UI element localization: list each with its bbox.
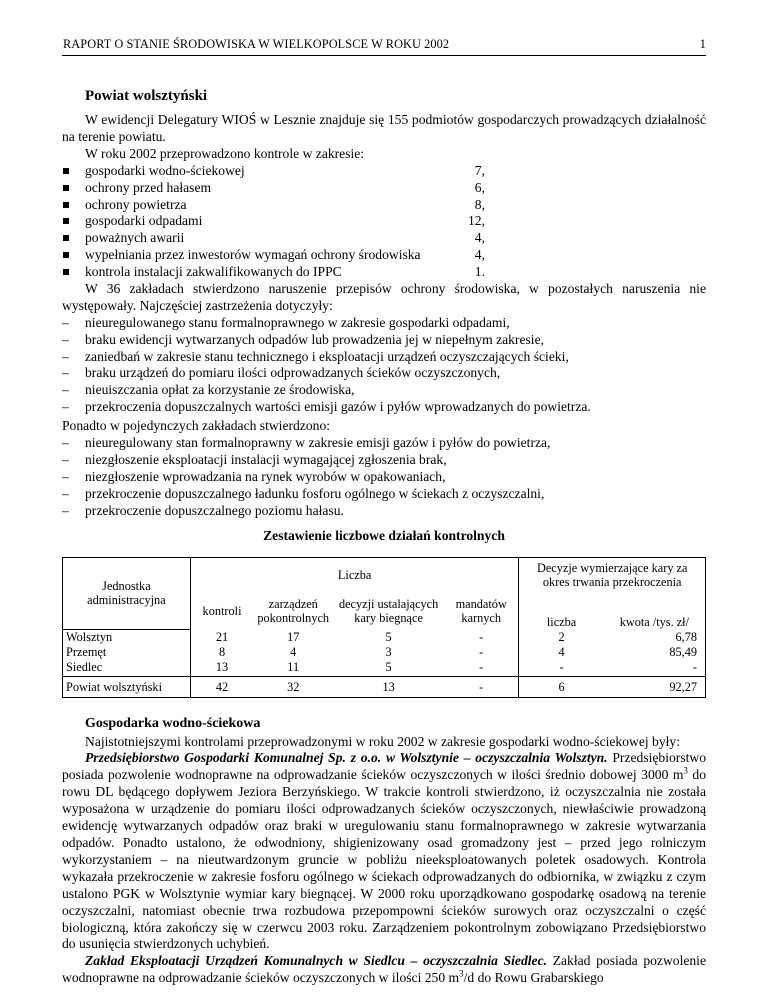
list-item: – niezgłoszenie eksploatacji instalacji wymagającej zgłoszenia brak, (62, 452, 706, 469)
list-item: – nieuregulowanego stanu formalnoprawnego w zakresie gospodarki odpadami, (62, 315, 706, 332)
header-zarzadzen: zarządzeń pokontrolnych (257, 596, 330, 625)
table-row: Przemęt 8 4 3 - 4 85,49 (63, 644, 706, 659)
water-section-title: Gospodarka wodno-ściekowa (85, 715, 261, 731)
header-decyzje: Decyzje wymierzające kary za okres trwania przekroczenia (519, 557, 706, 592)
single-list (62, 435, 706, 520)
list-item: wypełniania przez inwestorów wymagań ochrony środowiska 4, (62, 247, 706, 264)
list-item: – przekroczenie dopuszczalnego ładunku fosforu ogólnego w ściekach z oczyszczalni, (62, 486, 706, 503)
list-item: – przekroczenia dopuszczalnych wartości emisji gazów i pyłów wprowadzanych do powietrza. (62, 399, 706, 416)
report-title: RAPORT O STANIE ŚRODOWISKA W WIELKOPOLSCE W ROKU 2002 (63, 37, 450, 51)
page-content (62, 88, 706, 987)
list-item: ochrony przed hałasem 6, (62, 180, 706, 197)
single-intro: Ponadto w pojedynczych zakładach stwierdzono: (62, 418, 331, 434)
table-caption: Zestawienie liczbowe działań kontrolnych (263, 527, 505, 543)
list-item: kontrola instalacji zakwalifikowanych do IPPC 1. (62, 264, 706, 281)
page-header (63, 37, 706, 52)
list-item: poważnych awarii 4, (62, 230, 706, 247)
list-item: – niezgłoszenie wprowadzania na rynek wyrobów w opakowaniach, (62, 469, 706, 486)
header-unit: Jednostka administracyjna (63, 557, 191, 629)
list-item: gospodarki wodno-ściekowej 7, (62, 163, 706, 180)
list-item: ochrony powietrza 8, (62, 197, 706, 214)
header-kwota: kwota /tys. zł/ (604, 592, 706, 629)
controls-list (62, 163, 706, 281)
violations-list (62, 315, 706, 416)
header-rule (62, 55, 706, 56)
page-number: 1 (699, 37, 706, 51)
table-row: Wolsztyn 21 17 5 - 2 6,78 (63, 629, 706, 644)
list-item: – zaniedbań w zakresie stanu technicznego i eksploatacji urządzeń oczyszczających ścieki, (62, 349, 706, 366)
list-item: gospodarki odpadami 12, (62, 213, 706, 230)
water-intro: Najistotniejszymi kontrolami przeprowadzonymi w roku 2002 w zakresie gospodarki wodno-ściekowej były: (85, 733, 680, 749)
water-paragraph-1: Przedsiębiorstwo Gospodarki Komunalnej Sp. z o.o. w Wolsztynie – oczyszczalnia Wolsztyn. Przedsiębiorstwo posiada pozwolenie wodnoprawne na odprowadzanie ścieków oczyszczonych w ilości średnio dobowej 3000 $m^3$ do rowu DL będącego dopływem Jeziora Berzyńskiego. W trakcie kontroli stwierdzono, iż oczyszczalnia nie została wyposażona w urządzenie do pomiaru ilości odprowadzanych ścieków oczyszczonych, niewłaściwie prowadzoną ewidencję wytwarzanych odpadów oraz braki w uregulowaniu stanu formalnoprawnego w zakresie wytwarzania odpadów. Ponadto ustalono, że odwodniony, shigienizowany osad gromadzony jest – przed jego rolniczym wykorzystaniem – na nieutwardzonym gruncie w pobliżu nieeksploatowanych poletek osadowych. Kontrola wykazała przekroczenie w zakresie fosforu ogólnego w ściekach odprowadzanych do odbiornika, w związku z czym ustalono PGK w Wolsztynie wymiar kary biegnącej. W 2000 roku uporządkowano gospodarkę osadową na terenie oczyszczalni, natomiast obecnie trwa rozbudowa przepompowni ścieków surowych oraz oczyszczalni o część biologiczną, która zakończy się w czerwcu 2003 roku. Zarządzeniem pokontrolnym zobowiązano Przedsiębiorstwo do usunięcia stwierdzonych uchybień. (62, 750, 706, 952)
control-table (62, 557, 706, 698)
intro-paragraph: W ewidencji Delegatury WIOŚ w Lesznie znajduje się 155 podmiotów gospodarczych prowadzących działalność na terenie powiatu. (62, 112, 706, 144)
header-decyzji: decyzji ustalających kary biegnące (338, 596, 439, 625)
header-mandatow: mandatów karnych (444, 592, 519, 629)
violations-intro: W 36 zakładach stwierdzono naruszenie przepisów ochrony środowiska, w pozostałych naruszenia nie występowały. Najczęściej zastrzeżenia dotyczyły: (62, 280, 706, 313)
list-item: – nieuiszczania opłat za korzystanie ze środowiska, (62, 382, 706, 399)
table-total-row: Powiat wolsztyński 42 32 13 - 6 92,27 (63, 676, 706, 697)
list-item: – nieuregulowany stan formalnoprawny w zakresie emisji gazów i pyłów do powietrza, (62, 435, 706, 452)
section-title: Powiat wolsztyński (85, 88, 208, 104)
table-row: Siedlec 13 11 5 - - - (63, 659, 706, 676)
water-paragraph-2: Zakład Eksploatacji Urządzeń Komunalnych w Siedlcu – oczyszczalnia Siedlec. Zakład posiada pozwolenie wodnoprawne na odprowadzanie ścieków oczyszczonych w ilości 250 $m^3/d$ do Rowu Grabarskiego (62, 953, 706, 986)
list-item: – przekroczenie dopuszczalnego poziomu hałasu. (62, 503, 706, 520)
controls-intro: W roku 2002 przeprowadzono kontrole w zakresie: (85, 145, 365, 161)
list-item: – braku urządzeń do pomiaru ilości odprowadzanych ścieków oczyszczonych, (62, 365, 706, 382)
list-item: – braku ewidencji wytwarzanych odpadów lub prowadzenia jej w niepełnym zakresie, (62, 332, 706, 349)
header-dec-liczba: liczba (546, 615, 577, 630)
header-kontroli: kontroli (190, 592, 253, 629)
header-liczba: Liczba (190, 557, 519, 592)
